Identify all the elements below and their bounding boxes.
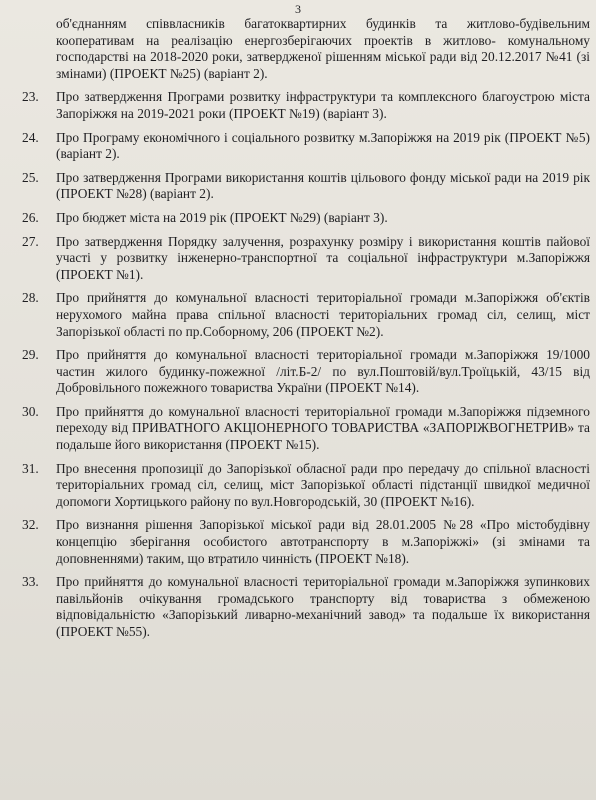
item-text: Про бюджет міста на 2019 рік (ПРОЕКТ №29) (варіант 3). [56, 209, 388, 225]
item-number: 28. [22, 290, 39, 306]
item-text: Про прийняття до комунальної власності територіальної громади м.Запоріжжя 19/1000 частин жилого будинку-пожежної /літ.Б-2/ по вул.Поштовій/вул.Троїцькій, 43/15 від Добровільного пожежного товариства України (ПРОЕКТ №14). [56, 347, 590, 396]
agenda-item-24 [22, 129, 590, 163]
agenda-item-31 [22, 460, 590, 511]
item-text: Про прийняття до комунальної власності територіальної громади м.Запоріжжя об'єктів нерухомого майна права спільної власності територіальних громад сіл, селищ, міст Запорізької області по пр.Соборному, 206 (ПРОЕКТ №2). [56, 290, 590, 339]
item-text: Про внесення пропозиції до Запорізької обласної ради про передачу до спільної власності територіальних громад сіл, селищ, міст Запорізької області підстанції швидкої медичної допомоги Хортицького району по вул.Новгородській, 30 (ПРОЕКТ №16). [56, 460, 590, 509]
item-text: Про затвердження Порядку залучення, розрахунку розміру і використання коштів пайової участі у розвитку інженерно-транспортної та соціальної інфраструктури м.Запоріжжя (ПРОЕКТ №1). [56, 233, 590, 282]
item-text: Про визнання рішення Запорізької міської ради від 28.01.2005 №28 «Про містобудівну концепцію зберігання особистого автотранспорту в м.Запоріжжі» (зі змінами та доповненнями) таким, що втратило чинність (ПРОЕКТ №18). [56, 517, 590, 566]
item-number: 25. [22, 169, 39, 185]
agenda-item-23 [22, 89, 590, 122]
agenda-item-26 [22, 209, 590, 227]
item-text: Про Програму економічного і соціального розвитку м.Запоріжжя на 2019 рік (ПРОЕКТ №5) (варіант 2). [56, 129, 590, 162]
agenda-item-27 [22, 233, 590, 284]
item-number: 29. [22, 347, 39, 363]
continuation-paragraph: об'єднанням співвласників багатоквартирних будинків та житлово-будівельним кооперативам на реалізацію енергозберігаючих проектів в житлово- комунальному господарстві на 2018-2020 роки, затвердженої рішенням міської ради від 20.12.2017 №41 (зі змінами) (ПРОЕКТ №25) (варіант 2). [56, 16, 590, 81]
item-text: Про прийняття до комунальної власності територіальної громади м.Запоріжжя зупинкових павільйонів очікування громадського транспорту від товариства з обмеженою відповідальністю «Запорізький ливарно-механічний завод» та подальше їх використання (ПРОЕКТ №55). [56, 574, 590, 639]
item-number: 30. [22, 403, 39, 419]
agenda-item-33 [22, 574, 590, 640]
item-number: 24. [22, 129, 39, 145]
item-number: 31. [22, 460, 39, 476]
item-number: 27. [22, 233, 39, 249]
item-number: 23. [22, 89, 39, 105]
item-number: 26. [22, 209, 39, 225]
agenda-list [18, 16, 590, 641]
agenda-item-25 [22, 169, 590, 203]
item-text: Про прийняття до комунальної власності територіальної громади м.Запоріжжя підземного переходу від ПРИВАТНОГО АКЦІОНЕРНОГО ТОВАРИСТВА «ЗАПОРІЖВОГНЕТРИВ» та подальше його використання (ПРОЕКТ №15). [56, 403, 590, 453]
agenda-item-29 [22, 347, 590, 397]
agenda-item-32 [22, 517, 590, 567]
item-number: 32. [22, 517, 39, 533]
item-text: Про затвердження Програми використання коштів цільового фонду міської ради на 2019 рік (ПРОЕКТ №28) (варіант 2). [56, 169, 590, 202]
agenda-item-28 [22, 290, 590, 340]
item-number: 33. [22, 574, 39, 590]
agenda-item-30 [22, 403, 590, 454]
item-text: Про затвердження Програми розвитку інфраструктури та комплексного благоустрою міста Запоріжжя на 2019-2021 роки (ПРОЕКТ №19) (варіант 3). [56, 89, 590, 121]
page-number: 3 [295, 2, 301, 16]
